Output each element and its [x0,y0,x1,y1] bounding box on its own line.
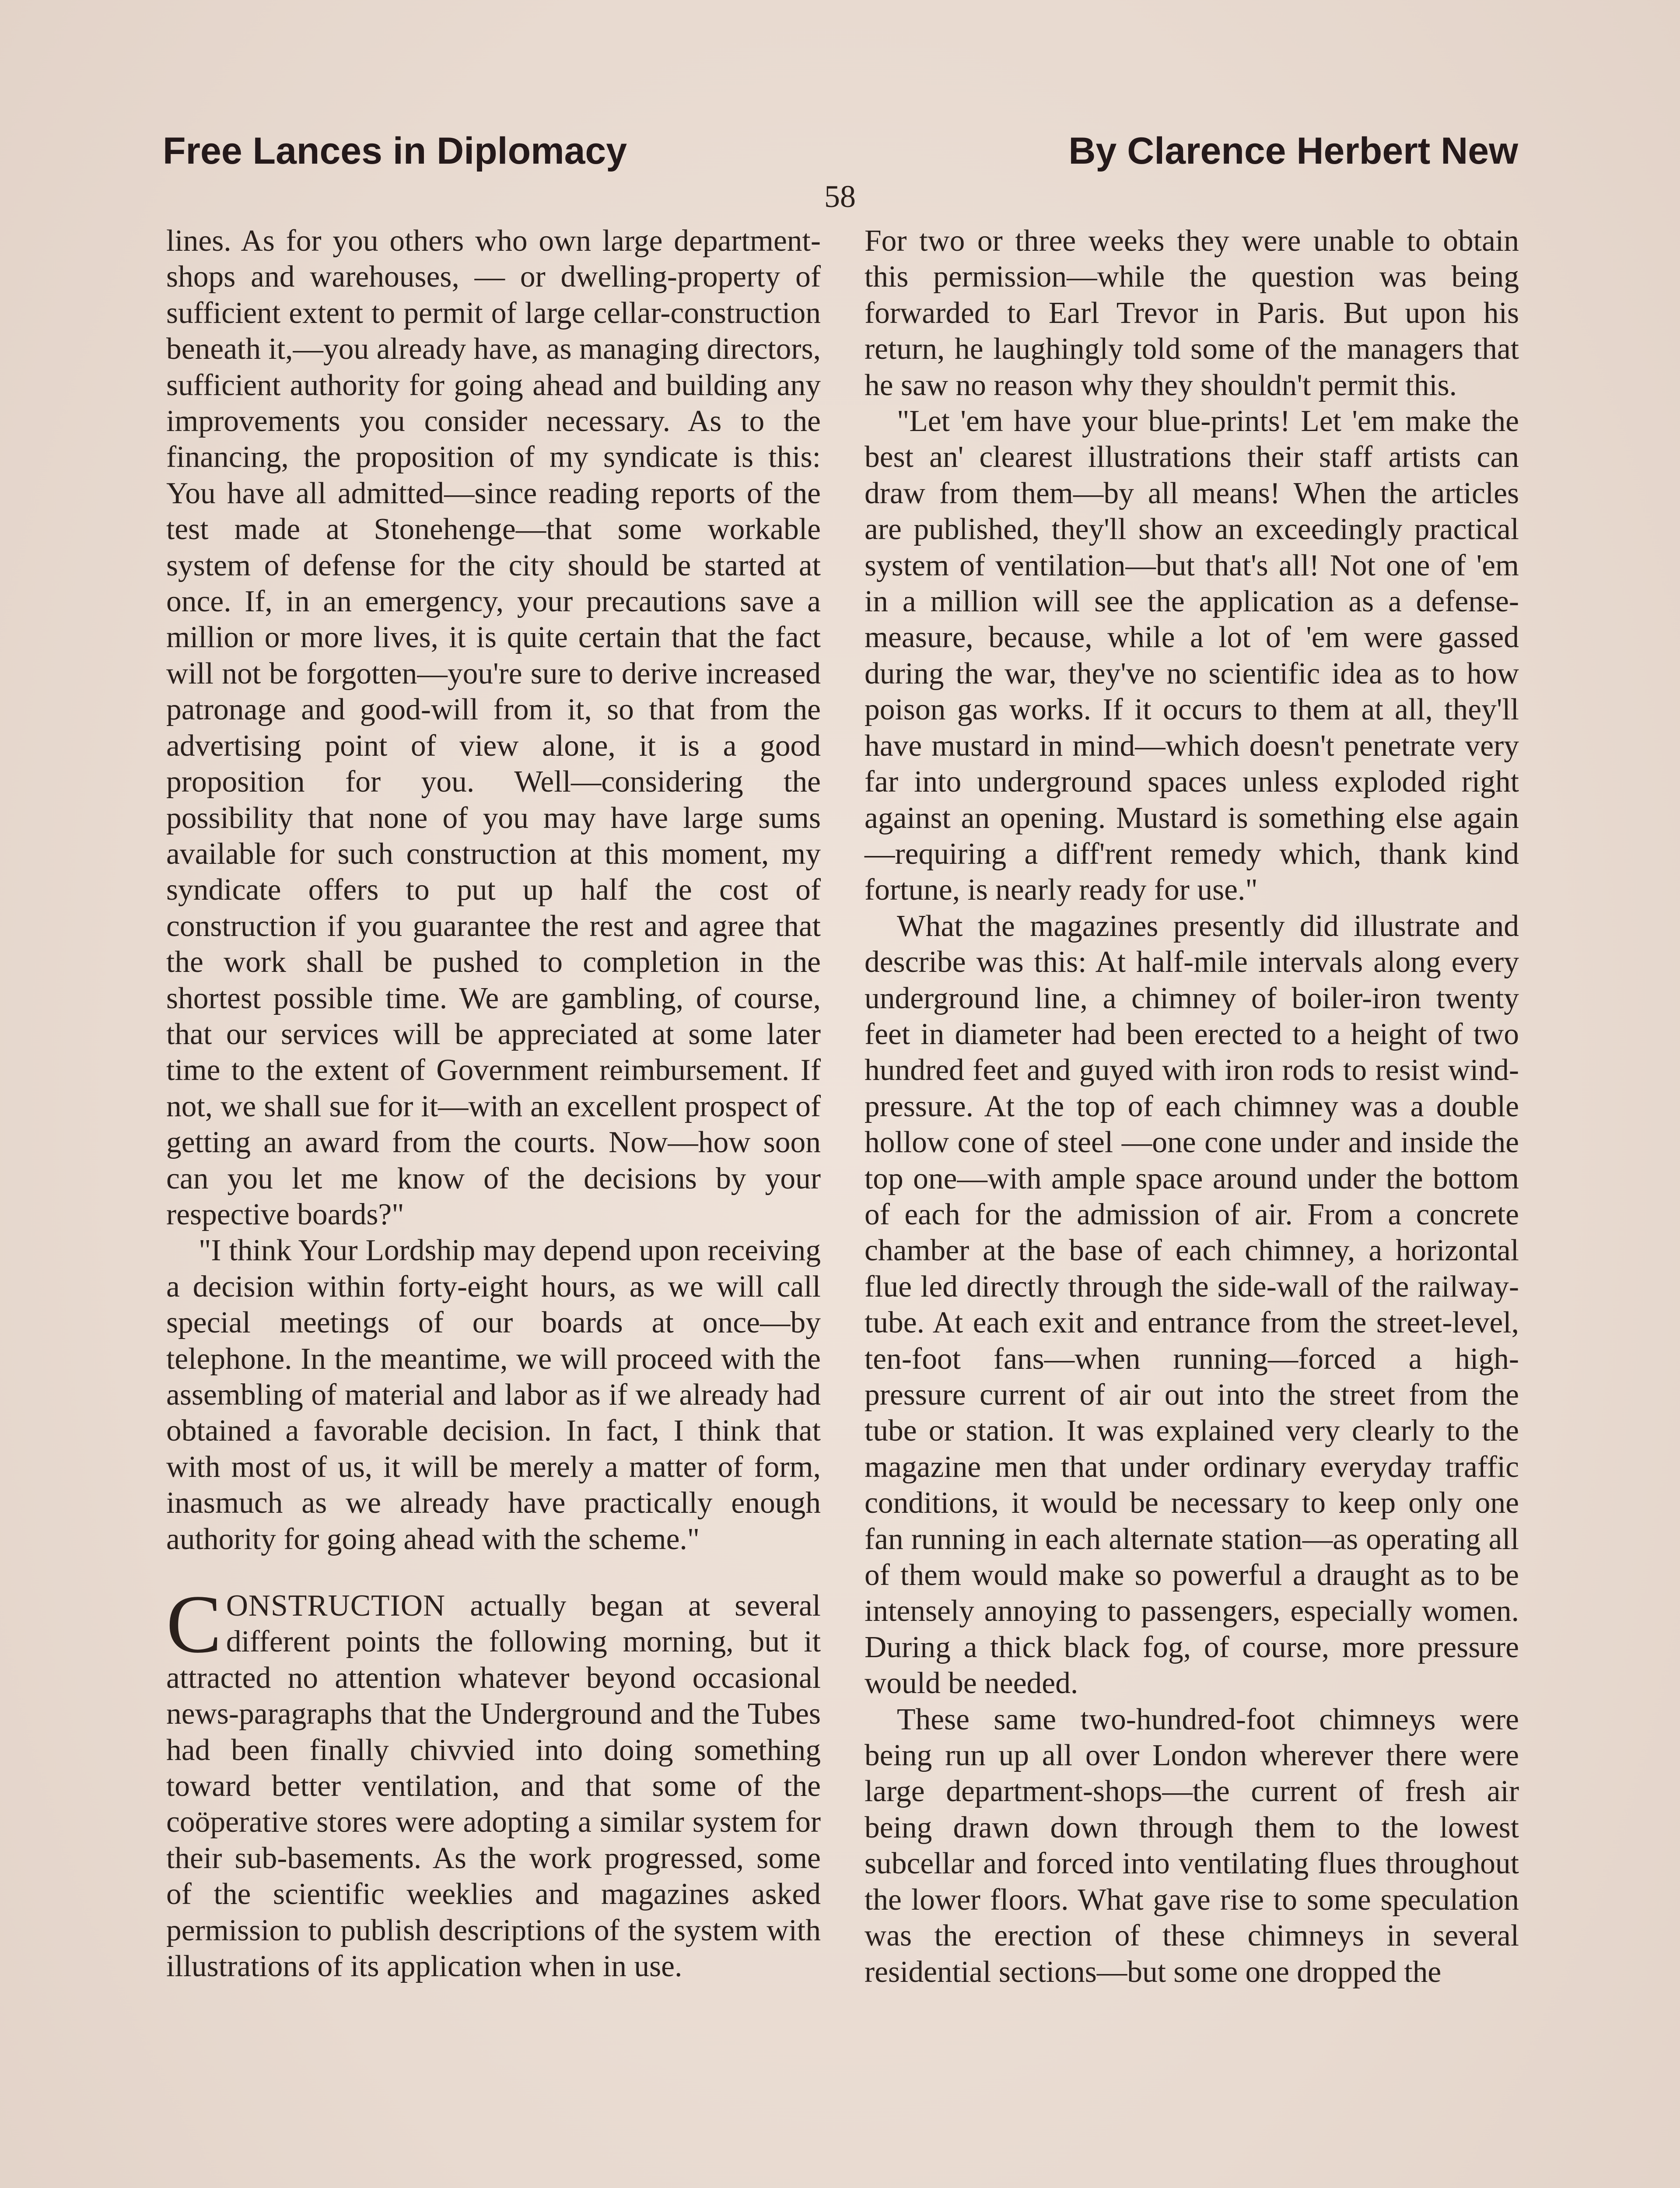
paragraph-dropcap [166,1578,821,1985]
right-column [864,223,1519,1990]
paragraph: For two or three weeks they were unable to obtain this permission—while the question was being forwarded to Earl Trevor in Paris. But upon his return, he laughingly told some of the managers that he saw no reason why they shouldn't permit this. [864,224,1519,402]
section-break [166,1557,821,1588]
drop-cap-letter: C [166,1578,222,1671]
small-caps-lead: ONSTRUCTION [226,1589,446,1623]
paragraph: lines. As for you others who own large department-shops and warehouses, — or dwelling-property of sufficient extent to permit of large cellar-construction beneath it,—you already have, as managing directors, sufficient authority for going ahead and building any improvements you consider necessary. As to the financing, the proposition of my syndicate is this: You have all admitted—since reading reports of the test made at Stonehenge—that some workable system of defense for the city should be started at once. If, in an emergency, your precautions save a million or more lives, it is quite certain that the fact will not be forgotten—you're sure to derive increased patronage and good-will from it, so that from the advertising point of view alone, it is a good proposition for you. Well—considering the possibility that none of you may have large sums available for such construction at this moment, my syndicate offers to put up half the cost of construction if you guarantee the rest and agree that the work shall be pushed to completion in the shortest possible time. We are gambling, of course, that our services will be appreciated at some later time to the extent of Government reimbursement. If not, we shall sue for it—with an excellent prospect of getting an award from the courts. Now—how soon can you let me know of the decisions by your respective boards?" [166,224,821,1231]
running-title: Free Lances in Diplomacy [163,130,627,172]
left-column [166,223,821,1985]
paragraph-text: actually began at several different points the following morning, but it attracted no attention whatever beyond occasional news-paragraphs that the Underground and the Tubes had been finally chivvied into doing something toward better ventilation, and that some of the coöperative stores were adopting a similar system for their sub-basements. As the work progressed, some of the scientific weeklies and magazines asked permission to publish descriptions of the system with illustrations of its application when in use. [166,1589,821,1984]
paragraph: "I think Your Lordship may depend upon receiving a decision within forty-eight hours, as we will call special meetings of our boards at once—by telephone. In the meantime, we will proceed with the assembling of material and labor as if we already had obtained a favorable decision. In fact, I think that with most of us, it will be merely a matter of form, inasmuch as we already have practically enough authority for going ahead with the scheme." [166,1234,821,1556]
paragraph: "Let 'em have your blue-prints! Let 'em make the best an' clearest illustrations their staff artists can draw from them—by all means! When the articles are published, they'll show an exceedingly practical system of ventilation—but that's all! Not one of 'em in a million will see the application as a defense-measure, because, while a lot of 'em were gassed during the war, they've no scientific idea as to how poison gas works. If it occurs to them at all, they'll have mustard in mind—which doesn't penetrate very far into underground spaces unless exploded right against an opening. Mustard is something else again—requiring a diff'rent remedy which, thank kind fortune, is nearly ready for use." [864,404,1519,907]
paragraph: What the magazines presently did illustrate and describe was this: At half-mile intervals along every underground line, a chimney of boiler-iron twenty feet in diameter had been erected to a height of two hundred feet and guyed with iron rods to resist wind-pressure. At the top of each chimney was a double hollow cone of steel —one cone under and inside the top one—with ample space around under the bottom of each for the admission of air. From a concrete chamber at the base of each chimney, a horizontal flue led directly through the side-wall of the railway-tube. At each exit and entrance from the street-level, ten-foot fans—when running—forced a high-pressure current of air out into the street from the tube or station. It was explained very clearly to the magazine men that under ordinary everyday traffic conditions, it would be necessary to keep only one fan running in each alternate station—as operating all of them would make so powerful a draught as to be intensely annoying to passengers, especially women. During a thick black fog, of course, more pressure would be needed. [864,909,1519,1701]
paragraph: These same two-hundred-foot chimneys were being run up all over London wherever there were large department-shops—the current of fresh air being drawn down through them to the lowest subcellar and forced into ventilating flues throughout the lower floors. What gave rise to some speculation was the erection of these chimneys in several residential sections—but some one dropped the [864,1702,1519,1989]
page-number: 58 [824,179,856,214]
running-author: By Clarence Herbert New [1068,130,1518,172]
